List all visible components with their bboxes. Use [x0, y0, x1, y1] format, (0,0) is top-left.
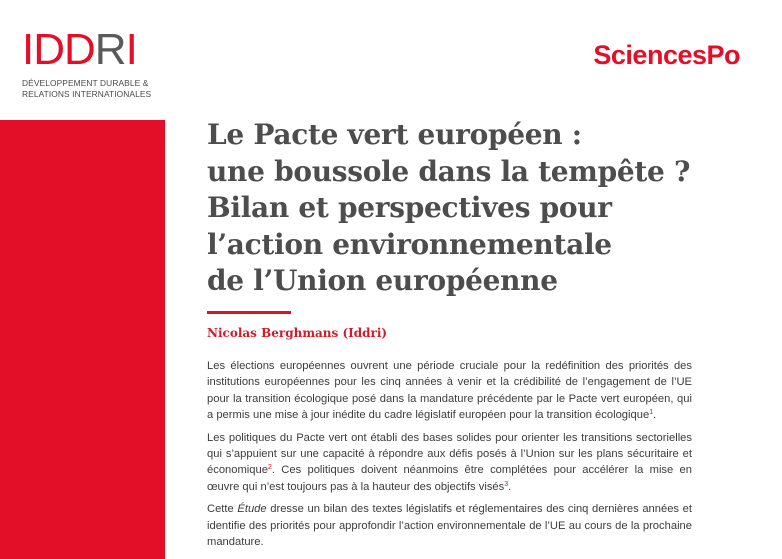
iddri-logo-mark-part: R: [94, 25, 126, 74]
paragraph-text: Les politiques du Pacte vert ont établi des bases solides pour orienter les transitions sectorielles qui s’appuient sur une capacité à répondre aux défis posés à l’Union sur les plans sécuritaire et économique: [207, 431, 692, 477]
abstract-text: [207, 358, 692, 556]
iddri-tagline-line: RELATIONS INTERNATIONALES: [22, 89, 152, 99]
title-line: Bilan et perspectives pour: [207, 191, 612, 224]
iddri-logo: [22, 25, 152, 100]
iddri-logo-tagline: [22, 78, 151, 100]
paragraph-text: .: [508, 480, 512, 493]
iddri-logo-mark-part: I: [125, 25, 137, 74]
abstract-paragraph: [207, 430, 692, 496]
iddri-logo-mark-part: IDD: [22, 25, 95, 74]
iddri-tagline-line: DÉVELOPPEMENT DURABLE &: [22, 78, 149, 88]
title-line: l’action environnementale: [207, 227, 612, 261]
iddri-logo-mark: [22, 25, 151, 74]
footnote-ref[interactable]: 3: [504, 480, 509, 488]
title-line: une boussole dans la tempête ?: [207, 154, 691, 188]
author-byline: Nicolas Berghmans (Iddri): [207, 326, 388, 340]
abstract-paragraph: [207, 501, 692, 550]
title-divider: [207, 311, 291, 314]
footnote-ref[interactable]: 2: [267, 464, 272, 472]
paragraph-text: dresse un bilan des textes législatifs et réglementaires des cinq dernières années et identifie des priorités pour approfondir l’action environnementale de l’UE au cours de la prochaine mandature.: [207, 503, 692, 549]
sciencespo-logo: SciencesPo: [593, 40, 740, 70]
paragraph-text: .: [653, 409, 657, 422]
decorative-red-band: [0, 120, 165, 559]
title-line: Le Pacte vert européen :: [207, 118, 582, 151]
abstract-paragraph: [207, 358, 692, 424]
emphasized-text: Étude: [237, 503, 267, 516]
paragraph-text: . Ces politiques doivent néanmoins être complétées pour accélérer la mise en œuvre qui n’est toujours pas à la hauteur des objectifs visés: [207, 464, 692, 493]
footnote-ref[interactable]: 1: [649, 409, 654, 417]
document-title: [207, 117, 767, 300]
paragraph-text: Cette: [207, 503, 238, 516]
paragraph-text: Les élections européennes ouvrent une période cruciale pour la redéfinition des priorités des institutions européennes pour les cinq années à venir et la crédibilité de l’engagement de l’UE pour la transition écologique posé dans la mandature précédente par le Pacte vert européen, qui a permis une mise à jour inédite du cadre législatif européen pour la transition écologique: [207, 360, 692, 422]
title-line: de l’Union européenne: [207, 264, 558, 297]
